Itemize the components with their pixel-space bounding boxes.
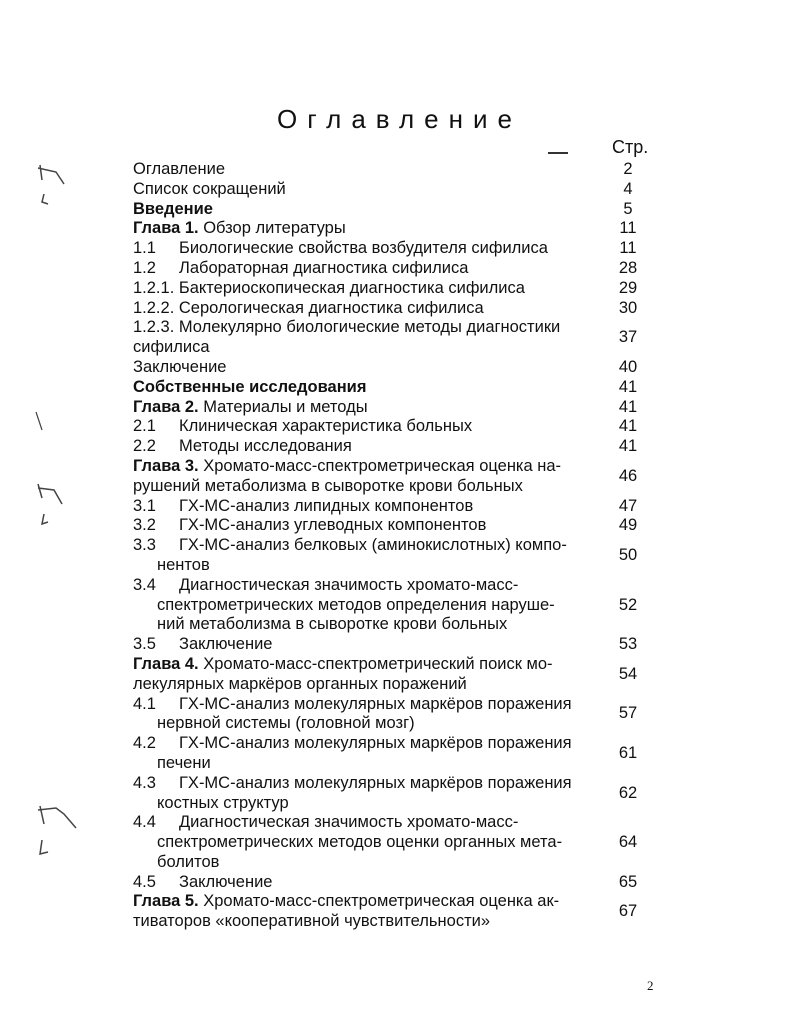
toc-entry-title (133, 318, 593, 358)
entry-page-number: 47 (618, 496, 638, 515)
entry-text-continuation: нентов (157, 555, 210, 574)
entry-text-continuation: спектрометрических методов определения наруше- (157, 595, 555, 614)
toc-entry (133, 576, 663, 635)
page-number: 2 (647, 978, 654, 993)
toc-entry-title (133, 259, 593, 279)
entry-page-number: 41 (618, 397, 638, 416)
entry-text: Хромато-масс-спектрометрический поиск мо- (198, 654, 553, 673)
entry-text: Обзор литературы (198, 219, 346, 238)
entry-heading: Собственные исследования (133, 377, 367, 396)
toc-entry-title (133, 576, 593, 635)
section-number: 3.3 (133, 536, 156, 555)
entry-text: Диагностическая значимость хромато-масс- (179, 575, 519, 594)
toc-entry-title (133, 635, 593, 655)
entry-page-number: 52 (618, 595, 638, 614)
section-number: 3.4 (133, 575, 156, 594)
entry-text-continuation: ний метаболизма в сыворотке крови больных (157, 615, 508, 634)
toc-entry-title (133, 655, 593, 695)
toc-entry (133, 180, 663, 200)
entry-page-number: 65 (618, 872, 638, 891)
toc-entry (133, 655, 663, 695)
toc-entry-title (133, 239, 593, 259)
toc-entry-title (133, 200, 593, 220)
entry-page-number: 54 (618, 664, 638, 683)
section-number: 4.3 (133, 773, 156, 792)
toc-entry (133, 536, 663, 576)
entry-text-continuation: печени (157, 753, 211, 772)
toc-entry-title (133, 219, 593, 239)
section-number: 4.5 (133, 872, 156, 891)
entry-text: Заключение (133, 357, 227, 376)
entry-heading: Глава 2. (133, 397, 199, 416)
entry-heading: Глава 4. (133, 654, 199, 673)
toc-entry (133, 318, 663, 358)
section-number: 2.1 (133, 417, 156, 436)
table-of-contents (133, 160, 663, 932)
entry-text: Методы исследования (179, 437, 352, 456)
entry-text: ГХ-МС-анализ молекулярных маркёров поражения (179, 694, 572, 713)
toc-entry (133, 813, 663, 872)
toc-entry (133, 873, 663, 893)
page-column-header: Стр. (612, 137, 649, 157)
toc-entry-title (133, 358, 593, 378)
entry-text: Клиническая характеристика больных (179, 417, 473, 436)
section-number: 3.2 (133, 516, 156, 535)
entry-page-number: 40 (618, 357, 638, 376)
entry-heading: Глава 5. (133, 892, 199, 911)
toc-entry-title (133, 813, 593, 872)
toc-entry (133, 457, 663, 497)
entry-page-number: 5 (623, 199, 633, 218)
entry-page-number: 67 (618, 902, 638, 921)
page-title: Оглавление (277, 104, 522, 134)
entry-text: Диагностическая значимость хромато-масс- (179, 813, 519, 832)
section-number: 4.2 (133, 734, 156, 753)
toc-entry (133, 279, 663, 299)
toc-entry (133, 200, 663, 220)
entry-text: Хромато-масс-спектрометрическая оценка на- (198, 456, 562, 475)
entry-text: Хромато-масс-спектрометрическая оценка ак- (198, 892, 560, 911)
entry-text-continuation: лекулярных маркёров органных поражений (133, 674, 467, 693)
entry-page-number: 37 (618, 328, 638, 347)
toc-entry-title (133, 774, 593, 814)
toc-entry (133, 892, 663, 932)
entry-page-number: 2 (623, 160, 633, 178)
toc-entry (133, 160, 663, 180)
margin-scribble-icon (30, 800, 80, 860)
entry-heading: Глава 1. (133, 219, 199, 238)
toc-entry-title (133, 457, 593, 497)
entry-text: ГХ-МС-анализ углеводных компонентов (179, 516, 487, 535)
entry-text: ГХ-МС-анализ молекулярных маркёров поражения (179, 734, 572, 753)
entry-page-number: 4 (623, 179, 633, 198)
section-number: 4.1 (133, 694, 156, 713)
toc-entry (133, 299, 663, 319)
toc-entry (133, 378, 663, 398)
toc-entry (133, 239, 663, 259)
section-number: 4.4 (133, 813, 156, 832)
entry-page-number: 64 (618, 833, 638, 852)
entry-text: Биологические свойства возбудителя сифилиса (179, 239, 548, 258)
entry-heading: Глава 3. (133, 456, 199, 475)
pen-mark (548, 152, 568, 154)
toc-entry (133, 219, 663, 239)
entry-page-number: 46 (618, 466, 638, 485)
toc-entry (133, 497, 663, 517)
toc-entry-title (133, 536, 593, 576)
toc-entry-title (133, 299, 593, 319)
section-number: 2.2 (133, 437, 156, 456)
margin-scribble-icon (30, 478, 70, 528)
toc-entry-title (133, 695, 593, 735)
toc-entry-title (133, 892, 593, 932)
entry-page-number: 29 (618, 278, 638, 297)
section-number: 3.1 (133, 496, 156, 515)
toc-entry-title (133, 497, 593, 517)
toc-entry (133, 417, 663, 437)
entry-text: Заключение (179, 872, 273, 891)
entry-text: Заключение (179, 635, 273, 654)
entry-text: Материалы и методы (198, 397, 368, 416)
entry-page-number: 49 (618, 516, 638, 535)
entry-text-continuation: тиваторов «кооперативной чувствительности» (133, 912, 491, 931)
entry-page-number: 41 (618, 377, 638, 396)
toc-entry (133, 358, 663, 378)
toc-entry-title (133, 873, 593, 893)
toc-entry (133, 259, 663, 279)
entry-text: Список сокращений (133, 179, 286, 198)
entry-page-number: 41 (618, 437, 638, 456)
entry-page-number: 11 (619, 239, 637, 258)
section-number: 3.5 (133, 635, 156, 654)
entry-text-continuation: болитов (157, 852, 220, 871)
entry-text-continuation: костных структур (157, 793, 289, 812)
margin-scribble-icon (30, 160, 70, 210)
entry-page-number: 11 (619, 219, 637, 238)
entry-page-number: 41 (618, 417, 638, 436)
toc-entry-title (133, 160, 593, 180)
entry-text: 1.2.3. Молекулярно биологические методы диагностики (133, 318, 561, 337)
section-number: 1.2 (133, 258, 156, 277)
toc-entry-title (133, 180, 593, 200)
entry-text: ГХ-МС-анализ молекулярных маркёров поражения (179, 773, 572, 792)
toc-entry-title (133, 437, 593, 457)
toc-entry (133, 695, 663, 735)
toc-entry-title (133, 516, 593, 536)
entry-text: Лабораторная диагностика сифилиса (179, 258, 469, 277)
entry-page-number: 61 (618, 744, 638, 762)
toc-entry-title (133, 279, 593, 299)
entry-text-continuation: спектрометрических методов оценки органных мета- (157, 833, 563, 852)
toc-entry-title (133, 398, 593, 418)
toc-entry (133, 437, 663, 457)
entry-page-number: 28 (618, 258, 638, 277)
section-number: 1.1 (133, 239, 156, 258)
toc-entry (133, 398, 663, 418)
entry-page-number: 30 (618, 298, 638, 317)
entry-page-number: 62 (618, 783, 638, 802)
toc-entry (133, 516, 663, 536)
entry-text-continuation: сифилиса (133, 338, 210, 357)
entry-page-number: 53 (618, 635, 638, 654)
entry-page-number: 57 (618, 704, 638, 723)
toc-entry-title (133, 378, 593, 398)
toc-entry (133, 774, 663, 814)
entry-heading: Введение (133, 199, 213, 218)
entry-text-continuation: нервной системы (головной мозг) (157, 714, 415, 733)
entry-text: Оглавление (133, 160, 225, 178)
entry-page-number: 50 (618, 546, 638, 565)
entry-text: 1.2.1. Бактериоскопическая диагностика сифилиса (133, 278, 525, 297)
toc-entry (133, 635, 663, 655)
entry-text: ГХ-МС-анализ белковых (аминокислотных) компо- (179, 536, 567, 555)
toc-entry-title (133, 417, 593, 437)
entry-text: ГХ-МС-анализ липидных компонентов (179, 496, 474, 515)
margin-scribble-icon (30, 408, 50, 438)
toc-entry (133, 734, 663, 774)
toc-entry-title (133, 734, 593, 774)
entry-text: 1.2.2. Серологическая диагностика сифилиса (133, 298, 484, 317)
entry-text-continuation: рушений метаболизма в сыворотке крови больных (133, 476, 523, 495)
